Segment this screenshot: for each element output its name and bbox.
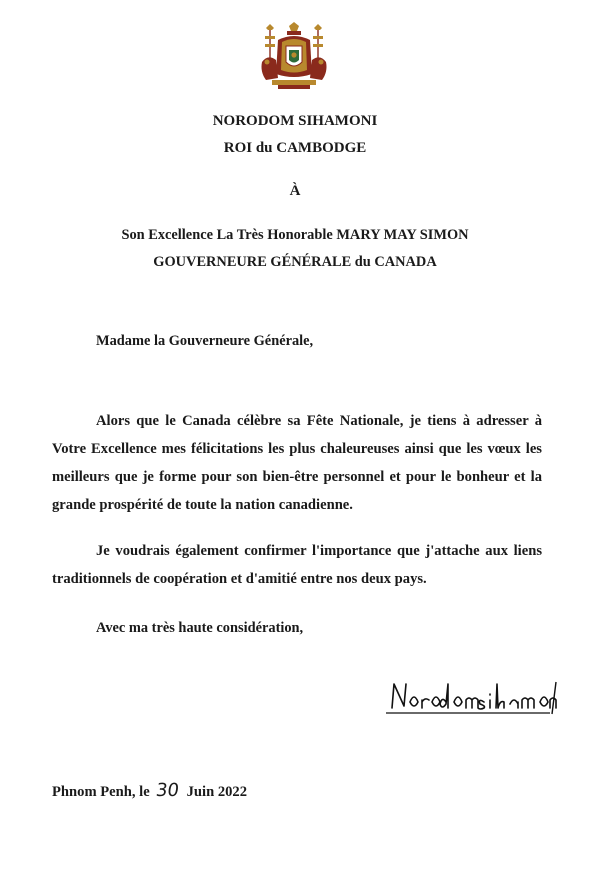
salutation: Madame la Gouverneure Générale,: [96, 333, 314, 349]
closing-formula: Avec ma très haute considération,: [96, 620, 304, 636]
addressee-marker: À: [289, 183, 301, 199]
recipient-name: Son Excellence La Très Honorable MARY MAY SIMON: [121, 227, 469, 243]
place-label: Phnom Penh, le: [52, 784, 150, 800]
body-paragraph-1: [52, 407, 542, 519]
place-and-date: [52, 780, 247, 801]
signature-icon: [380, 678, 560, 716]
body-paragraph-1-text: Alors que le Canada célèbre sa Fête Nationale, je tiens à adresser à Votre Excellence mes félicitations les plus chaleureuses ainsi que les vœux les meilleurs que je forme pour son bien-être personnel et pour le bonheur et la grande prospérité de toute la nation canadienne.: [52, 413, 542, 513]
body-paragraph-2: [52, 537, 542, 593]
body-paragraph-2-text: Je voudrais également confirmer l'importance que j'attache aux liens traditionnels de coopération et d'amitié entre nos deux pays.: [52, 543, 542, 587]
date-day-handwritten: 30: [154, 780, 181, 801]
royal-coat-of-arms-icon: [256, 22, 332, 90]
sender-title: ROI du CAMBODGE: [223, 140, 367, 156]
date-month-year: Juin 2022: [186, 784, 248, 800]
recipient-title: GOUVERNEURE GÉNÉRALE du CANADA: [153, 254, 437, 270]
sender-name: NORODOM SIHAMONI: [212, 113, 378, 129]
